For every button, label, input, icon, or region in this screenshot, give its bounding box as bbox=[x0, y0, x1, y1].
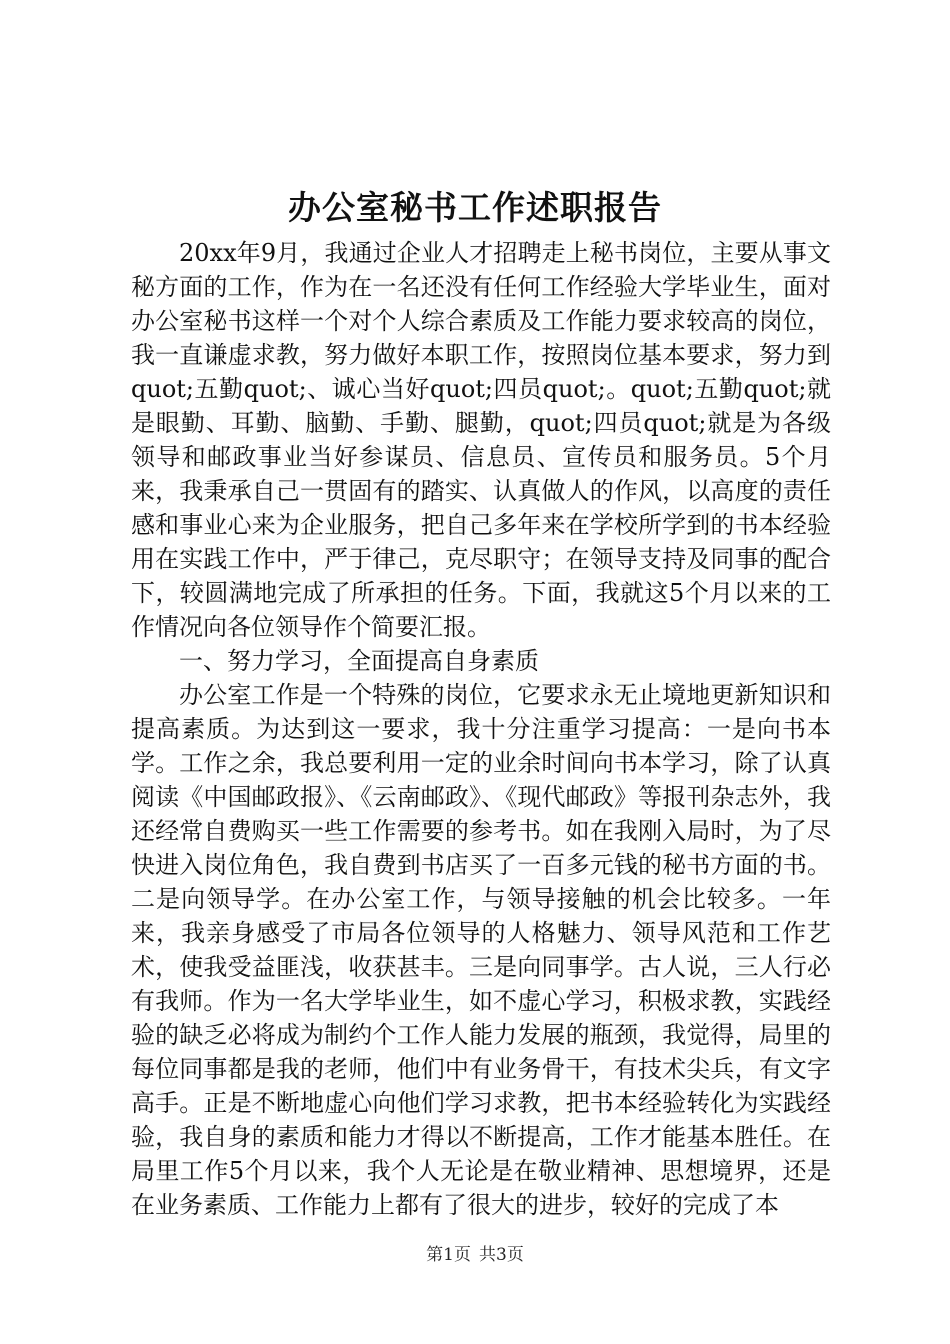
paragraph-study: 办公室工作是一个特殊的岗位，它要求永无止境地更新知识和提高素质。为达到这一要求，我十分注重学习提高：一是向书本学。工作之余，我总要利用一定的业余时间向书本学习，除了认真阅读《中国邮政报》、《云南邮政》、《现代邮政》等报刊杂志外，我还经常自费购买一些工作需要的参考书。如在我刚入局时，为了尽快进入岗位角色，我自费到书店买了一百多元钱的秘书方面的书。二是向领导学。在办公室工作，与领导接触的机会比较多。一年来，我亲身感受了市局各位领导的人格魅力、领导风范和工作艺术，使我受益匪浅，收获甚丰。三是向同事学。古人说，三人行必有我师。作为一名大学毕业生，如不虚心学习，积极求教，实践经验的缺乏必将成为制约个工作人能力发展的瓶颈，我觉得，局里的每位同事都是我的老师，他们中有业务骨干，有技术尖兵，有文字高手。正是不断地虚心向他们学习求教，把书本经验转化为实践经验，我自身的素质和能力才得以不断提高，工作才能基本胜任。在局里工作5个月以来，我个人无论是在敬业精神、思想境界，还是在业务素质、工作能力上都有了很大的进步，较好的完成了本 bbox=[131, 681, 831, 1219]
section-heading: 一、努力学习，全面提高自身素质 bbox=[179, 647, 539, 675]
page-footer bbox=[0, 1244, 950, 1266]
page-count: 共3页 bbox=[479, 1245, 524, 1265]
page-number: 第1页 bbox=[426, 1245, 471, 1265]
document-body bbox=[131, 236, 831, 1222]
document-title: 办公室秘书工作述职报告 bbox=[288, 188, 662, 227]
paragraph-intro: 20xx年9月，我通过企业人才招聘走上秘书岗位，主要从事文秘方面的工作，作为在一名还没有任何工作经验大学毕业生，面对办公室秘书这样一个对个人综合素质及工作能力要求较高的岗位，我一直谦虚求教，努力做好本职工作，按照岗位基本要求，努力到quot;五勤quot;、诚心当好quot;四员quot;。quot;五勤quot;就是眼勤、耳勤、脑勤、手勤、腿勤，quot;四员quot;就是为各级领导和邮政事业当好参谋员、信息员、宣传员和服务员。5个月来，我秉承自己一贯固有的踏实、认真做人的作风，以高度的责任感和事业心来为企业服务，把自己多年来在学校所学到的书本经验用在实践工作中，严于律己，克尽职守；在领导支持及同事的配合下，较圆满地完成了所承担的任务。下面，我就这5个月以来的工作情况向各位领导作个简要汇报。 bbox=[131, 239, 831, 641]
